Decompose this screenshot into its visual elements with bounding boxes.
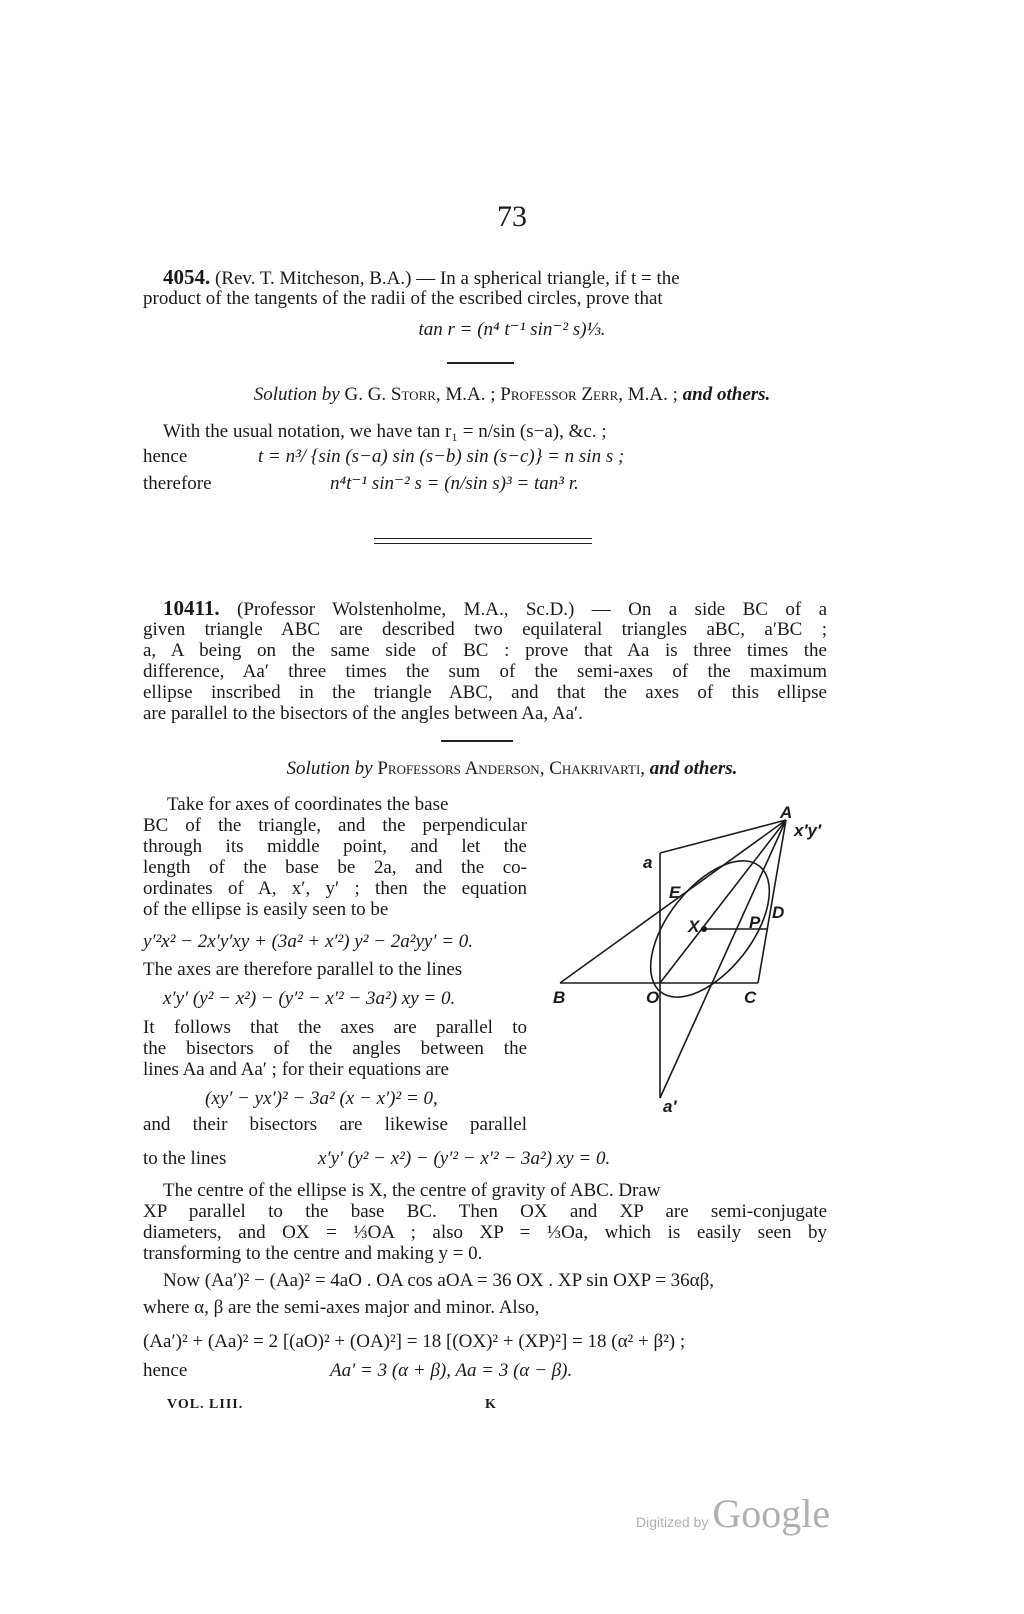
solution1-line1: With the usual notation, we have tan r₁ = n/sin (s−a), &c. ; [163,421,607,442]
col-line-9: the bisectors of the angles between the [143,1038,527,1059]
problem-10411-line6: are parallel to the bisectors of the angles between Aa, Aa′. [143,703,583,724]
problem-10411-line4: difference, Aa′ three times the sum of the semi-axes of the maximum [143,661,827,682]
solution2-heading-names: Professors Anderson, Chakrivarti, [377,758,646,779]
label-E: E [669,883,681,902]
para-line-4: transforming to the centre and making y = 0. [143,1243,483,1264]
label-P: P [749,913,761,932]
problem-4054-number: 4054. [163,265,211,289]
label-a: a [643,853,653,872]
label-D: D [772,903,785,922]
now-line: Now (Aa′)² − (Aa)² = 4aO . OA cos aOA = 36 OX . XP sin OXP = 36αβ, [163,1270,715,1291]
solution2-heading [0,758,1024,780]
solution1-heading-tail: and others. [682,384,771,405]
line-c-to-a [758,820,786,983]
where-line: where α, β are the semi-axes major and minor. Also, [143,1297,540,1318]
col-line-4: length of the base be 2a, and the co- [143,857,527,878]
para-line-3: diameters, and OX = ⅓OA ; also XP = ⅓Oa, which is easily seen by [143,1222,827,1243]
solution2-heading-italic: Solution by [286,758,373,779]
label-B: B [553,988,566,1007]
hence-math: Aa′ = 3 (α + β), Aa = 3 (α − β). [330,1360,573,1381]
digitized-watermark [636,1490,830,1537]
col-line-8: It follows that the axes are parallel to [143,1017,527,1038]
col-line-6: of the ellipse is easily seen to be [143,899,389,920]
hence-label: hence [143,1360,188,1381]
equation-bisectors: x′y′ (y² − x²) − (y′² − x′² − 3a²) xy = 0. [318,1148,611,1169]
solution2-heading-tail: and others. [649,758,738,779]
equation-axes: x′y′ (y² − x²) − (y′² − x′² − 3a²) xy = 0. [163,988,456,1009]
problem-10411-text1: (Professor Wolstenholme, M.A., Sc.D.) — On a side BC of a [237,599,828,620]
volume-footer: VOL. LIII. [167,1397,244,1412]
col-line-10: lines Aa and Aa′ ; for their equations are [143,1059,449,1080]
problem-10411-number: 10411. [163,596,220,620]
problem-10411-line3: a, A being on the same side of BC : prove that Aa is three times the [143,640,827,661]
problem-4054-text1: (Rev. T. Mitcheson, B.A.) — In a spherical triangle, if t = the [215,268,680,289]
solution1-therefore-label: therefore [143,473,212,494]
sum-line: (Aa′)² + (Aa)² = 2 [(aO)² + (OA)²] = 18 [(OX)² + (XP)²] = 18 (α² + β²) ; [143,1331,686,1352]
label-a-prime: a′ [663,1097,677,1116]
line-a-to-small-a [660,820,786,853]
solution1-heading-italic: Solution by [253,384,340,405]
problem-10411-line1 [163,597,827,621]
col-line-7: The axes are therefore parallel to the lines [143,959,463,980]
solution1-hence-label: hence [143,446,188,467]
signature-mark: K [485,1397,496,1412]
label-C: C [744,988,757,1007]
para-line-2: XP parallel to the base BC. Then OX and XP are semi-conjugate [143,1201,827,1222]
col-line-11: and their bisectors are likewise parallel [143,1114,527,1135]
col-line-2: BC of the triangle, and the perpendicular [143,815,527,836]
page-number: 73 [497,200,527,233]
col-line-5: ordinates of A, x′, y′ ; then the equation [143,878,527,899]
label-X: X [688,917,700,936]
equation-lines: (xy′ − yx′)² − 3a² (x − x′)² = 0, [205,1088,438,1109]
solution1-hence-math: t = n³/ {sin (s−a) sin (s−b) sin (s−c)} = n sin s ; [258,446,625,467]
problem-10411-line2: given triangle ABC are described two equilateral triangles aBC, a′BC ; [143,619,827,640]
separator-double-top [374,538,592,539]
problem-4054-formula: tan r = (n⁴ t⁻¹ sin⁻² s)⅓. [418,319,606,340]
geometry-figure [540,795,840,1125]
label-xy: x′y′ [794,821,822,840]
problem-4054-line1 [163,266,827,290]
problem-10411-line5: ellipse inscribed in the triangle ABC, and that the axes of this ellipse [143,682,827,703]
solution1-heading-names: G. G. Storr, M.A. ; Professor Zerr, M.A. ; [344,384,678,405]
solution1-heading [0,384,1024,406]
separator-short-1 [447,362,514,364]
problem-4054-line2: product of the tangents of the radii of the escribed circles, prove that [143,288,663,309]
equation-ellipse: y′²x² − 2x′y′xy + (3a² + x′²) y² − 2a²yy′ = 0. [143,931,474,952]
col-line-3: through its middle point, and let the [143,836,527,857]
para-line-1: The centre of the ellipse is X, the centre of gravity of ABC. Draw [163,1180,661,1201]
label-A: A [780,803,793,822]
separator-double-bottom [374,543,592,544]
watermark-prefix: Digitized by [636,1514,709,1530]
label-O: O [646,988,660,1007]
google-logo: Google [712,1491,831,1536]
solution1-therefore-math: n⁴t⁻¹ sin⁻² s = (n/sin s)³ = tan³ r. [330,473,579,494]
separator-short-2 [441,740,513,742]
point-x [701,926,707,932]
to-the-lines-label: to the lines [143,1148,227,1169]
col-line-1: Take for axes of coordinates the base [167,794,449,815]
